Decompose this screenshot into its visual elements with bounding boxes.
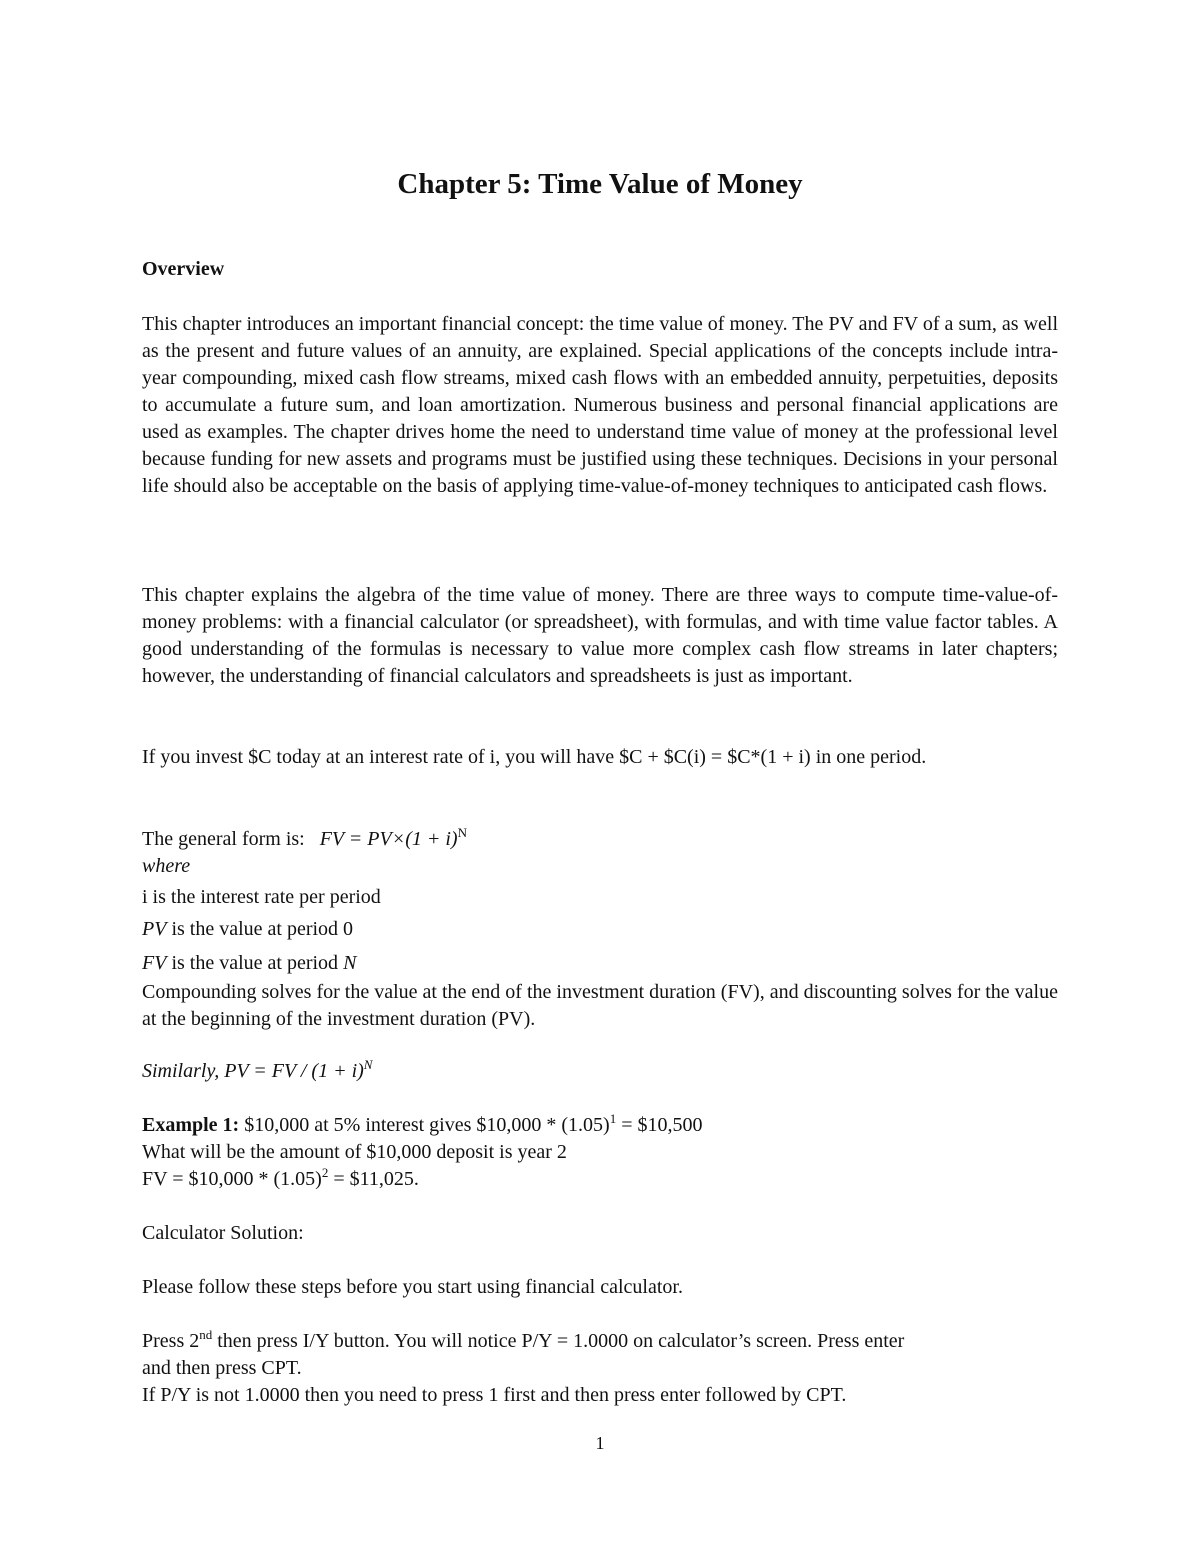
methods-paragraph: This chapter explains the algebra of the time value of money. There are three ways to compute time-value-of-money problems: with a financial calculator (or spreadsheet), with formulas, and with time value factor tables. A good understanding of the formulas is necessary to value more complex cash flow streams in later chapters; however, the understanding of financial calculators and spreadsheets is just as important.: [142, 584, 1058, 687]
fv-variable: FV: [142, 952, 167, 974]
press-text-b: then press I/Y button. You will notice P/Y = 1.0000 on calculator’s screen. Press enter: [212, 1330, 905, 1352]
fv-definition-text: is the value at period: [166, 952, 344, 974]
press-line-2: and then press CPT.: [142, 1357, 302, 1379]
steps-intro: Please follow these steps before you start using financial calculator.: [142, 1276, 683, 1298]
definition-i: i is the interest rate per period: [142, 886, 381, 908]
overview-heading: Overview: [142, 258, 225, 280]
example1-text-a: $10,000 at 5% interest gives $10,000 * (1.05): [239, 1114, 610, 1136]
example1-label: Example 1:: [142, 1114, 240, 1136]
example1-fv-line: [142, 1165, 419, 1191]
invest-paragraph: If you invest $C today at an interest rate of i, you will have $C + $C(i) = $C*(1 + i) in one period.: [142, 746, 927, 768]
pv-variable: PV: [142, 918, 167, 940]
if-py-line: If P/Y is not 1.0000 then you need to press 1 first and then press enter followed by CPT.: [142, 1384, 847, 1406]
page-title: Chapter 5: Time Value of Money: [397, 168, 803, 200]
similarly-formula: Similarly, PV = FV / (1 + i): [142, 1060, 364, 1082]
definition-pv: [142, 918, 353, 941]
definition-fv: [142, 952, 356, 975]
example1-exponent: 1: [609, 1111, 617, 1126]
press-line-1: [142, 1327, 905, 1353]
overview-paragraph: This chapter introduces an important financial concept: the time value of money. The PV and FV of a sum, as well as the present and future values of an annuity, are explained. Special applications of the concepts include intra-year compounding, mixed cash flow streams, mixed cash flows with an embedded annuity, perpetuities, deposits to accumulate a future sum, and loan amortization. Numerous business and personal financial applications are used as examples. The chapter drives home the need to understand time value of money at the professional level because funding for new assets and programs must be justified using these techniques. Decisions in your personal life should also be acceptable on the basis of applying time-value-of-money techniques to anticipated cash flows.: [142, 313, 1058, 497]
press-superscript: nd: [199, 1327, 213, 1342]
example1-question: What will be the amount of $10,000 deposit is year 2: [142, 1141, 567, 1163]
general-form-exponent: N: [457, 825, 467, 840]
calculator-solution-label: Calculator Solution:: [142, 1222, 304, 1244]
similarly-line: [142, 1057, 373, 1083]
pv-definition-text: is the value at period 0: [166, 918, 354, 940]
general-form-label: The general form is:: [142, 828, 305, 850]
fv-period-n: N: [343, 952, 357, 974]
example1-fv-b: = $11,025.: [328, 1168, 419, 1190]
example1-fv-a: FV = $10,000 * (1.05): [142, 1168, 322, 1190]
where-label: where: [142, 855, 191, 877]
example1-text-b: = $10,500: [616, 1114, 703, 1136]
page-number: 1: [595, 1433, 605, 1453]
general-form-line: [142, 825, 467, 851]
example1-line: [142, 1111, 703, 1137]
example1-fv-exponent: 2: [321, 1165, 329, 1180]
general-form-formula: FV = PV×(1 + i): [319, 828, 458, 850]
compounding-paragraph: Compounding solves for the value at the end of the investment duration (FV), and discounting solves for the value at the beginning of the investment duration (PV).: [142, 981, 1058, 1030]
press-text-a: Press 2: [142, 1330, 200, 1352]
similarly-exponent: N: [363, 1057, 373, 1072]
